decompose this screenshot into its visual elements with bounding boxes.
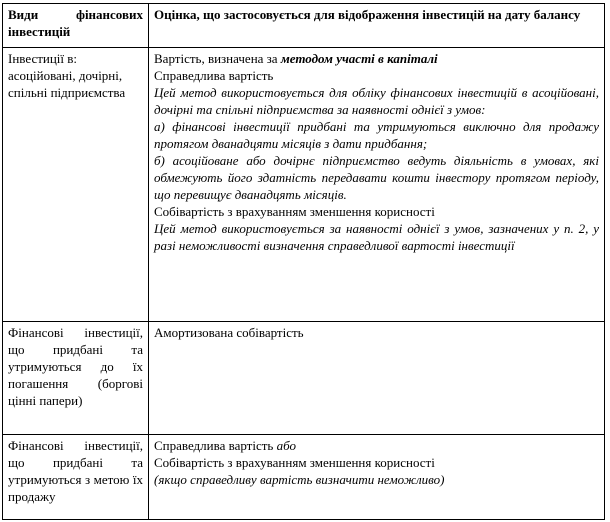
row-3-valuation <box>149 435 605 520</box>
row-2-valuation <box>149 322 605 435</box>
row-2-kind-text: Фінансові інвестиції, що придбані та утримуються до їх погашення (боргові цінні папери) <box>8 325 143 408</box>
row-1-equity-method: методом участі в капіталі <box>280 51 438 66</box>
row-2-investment-kind <box>3 322 149 435</box>
table-row <box>3 48 605 322</box>
row-1-kind-text: Інвестиції в: асоційовані, дочірні, спільні підприємства <box>8 51 126 100</box>
row-1-condition-a: а) фінансові інвестиції придбані та утримуються виключно для продажу протягом дванадцяти місяців з дати придбання; <box>154 119 599 151</box>
row-3-cost-impairment: Собівартість з врахуванням зменшення корисності <box>154 455 435 470</box>
row-3-investment-kind <box>3 435 149 520</box>
row-3-fair-value: Справедлива вартість <box>154 438 277 453</box>
row-2-amortized-cost: Амортизована собівартість <box>154 325 304 340</box>
row-1-fair-value: Справедлива вартість <box>154 68 274 83</box>
row-1-equity-prefix: Вартість, визначена за <box>154 51 281 66</box>
row-3-note: (якщо справедливу вартість визначити неможливо) <box>154 472 445 487</box>
row-1-note-conditions: Цей метод використовується для обліку фінансових інвестицій в асоційовані, дочірні та спільні підприємства за наявності однієї з умов: <box>154 85 599 117</box>
row-1-cost-impairment: Собівартість з врахуванням зменшення корисності <box>154 204 435 219</box>
row-1-condition-b: б) асоційоване або дочірнє підприємство ведуть діяльність в умовах, які обмежують його здатність передавати кошти інвестору протягом періоду, що перевищує дванадцять місяців. <box>154 153 599 202</box>
row-3-kind-text: Фінансові інвестиції, що придбані та утримуються з метою їх продажу <box>8 438 143 504</box>
header-valuation-method: Оцінка, що застосовується для відображення інвестицій на дату балансу <box>149 4 605 48</box>
row-3-or-word: або <box>276 438 296 453</box>
row-3-fair-value-line <box>154 437 599 454</box>
header-investment-types: Види фінансових інвестицій <box>3 4 149 48</box>
investment-valuation-table <box>2 3 605 520</box>
row-1-valuation <box>149 48 605 322</box>
table-row <box>3 435 605 520</box>
row-1-note-fallback: Цей метод використовується за наявності однієї з умов, зазначених у п. 2, у разі неможливості визначення справедливої вартості інвестиції <box>154 221 599 253</box>
row-1-equity-line <box>154 50 599 67</box>
table-row <box>3 322 605 435</box>
table-header-row <box>3 4 605 48</box>
row-1-investment-kind <box>3 48 149 322</box>
